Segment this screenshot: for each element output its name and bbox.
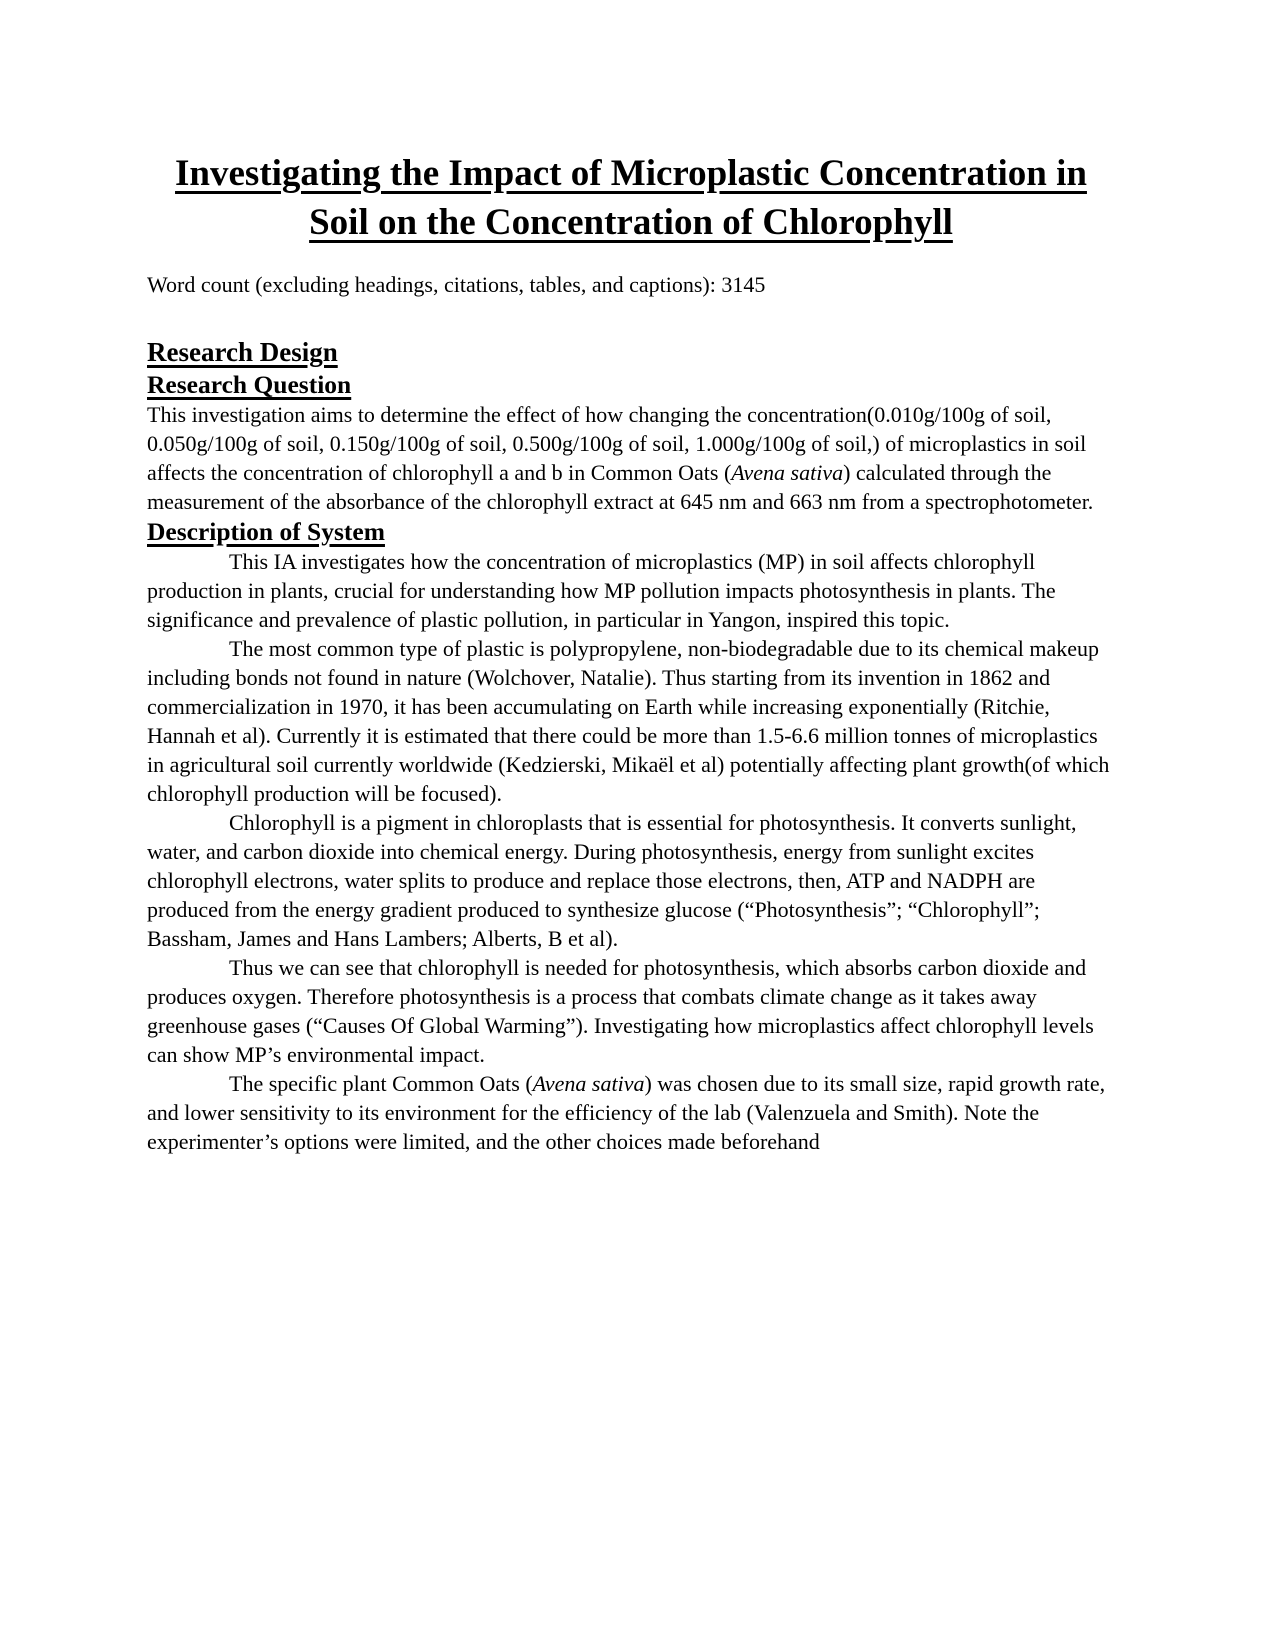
text-segment: This IA investigates how the concentration of microplastics (MP) in soil affects chlorophyll production in plants, crucial for understanding how MP pollution impacts photosynthesis in plants. The significance and prevalence of plastic pollution, in particular in Yangon, inspired this topic. — [147, 549, 1056, 632]
text-segment: This investigation aims to determine the effect of how changing the concentration(0.010g/100g of soil, 0.050g/100g of soil, 0.150g/100g of soil, 0.500g/100g of soil, 1.000g/100g of soil,) of microplastics in soil affects the concentration of chlorophyll a and b in Common Oats ( — [147, 402, 1087, 485]
text-segment: The specific plant Common Oats ( — [229, 1071, 533, 1096]
paragraph-photosynthesis-impact — [147, 953, 1115, 1069]
text-segment: ) was chosen due to its small size, rapid growth rate, and lower sensitivity to its environment for the efficiency of the lab (Valenzuela and Smith). Note the experimenter’s options were limited, and the other choices made beforehand — [147, 1071, 1106, 1154]
species-name-italic: Avena sativa — [731, 460, 844, 485]
species-name-italic: Avena sativa — [532, 1071, 645, 1096]
paragraph-chlorophyll-function — [147, 808, 1115, 953]
text-segment: Thus we can see that chlorophyll is needed for photosynthesis, which absorbs carbon dioxide and produces oxygen. Therefore photosynthesis is a process that combats climate change as it takes away greenhouse gases (“Causes Of Global Warming”). Investigating how microplastics affect chlorophyll levels can show MP’s environmental impact. — [147, 955, 1094, 1067]
paragraph-research-question — [147, 400, 1115, 516]
text-segment: ) calculated through the measurement of the absorbance of the chlorophyll extract at 645 nm and 663 nm from a spectrophotometer. — [147, 460, 1094, 514]
document-title — [147, 149, 1115, 247]
heading-research-design: Research Design — [147, 337, 338, 367]
document-title-line-1: Investigating the Impact of Microplastic Concentration in — [175, 153, 1087, 194]
heading-research-question: Research Question — [147, 370, 352, 399]
heading-description-of-system: Description of System — [147, 517, 385, 546]
paragraph-plant-choice — [147, 1069, 1115, 1156]
text-segment: The most common type of plastic is polypropylene, non-biodegradable due to its chemical makeup including bonds not found in nature (Wolchover, Natalie). Thus starting from its invention in 1862 and commercialization in 1970, it has been accumulating on Earth while increasing exponentially (Ritchie, Hannah et al). Currently it is estimated that there could be more than 1.5-6.6 million tonnes of microplastics in agricultural soil currently worldwide (Kedzierski, Mikaël et al) potentially affecting plant growth(of which chlorophyll production will be focused). — [147, 636, 1110, 806]
paragraph-plastic-background — [147, 634, 1115, 808]
text-segment: Chlorophyll is a pigment in chloroplasts that is essential for photosynthesis. It converts sunlight, water, and carbon dioxide into chemical energy. During photosynthesis, energy from sunlight excites chlorophyll electrons, water splits to produce and replace those electrons, then, ATP and NADPH are produced from the energy gradient produced to synthesize glucose (“Photosynthesis”; “Chlorophyll”; Bassham, James and Hans Lambers; Alberts, B et al). — [147, 810, 1077, 951]
paragraph-ia-investigates — [147, 547, 1115, 634]
document-title-line-2: Soil on the Concentration of Chlorophyll — [309, 202, 953, 243]
word-count-line: Word count (excluding headings, citations, tables, and captions): 3145 — [147, 272, 766, 297]
